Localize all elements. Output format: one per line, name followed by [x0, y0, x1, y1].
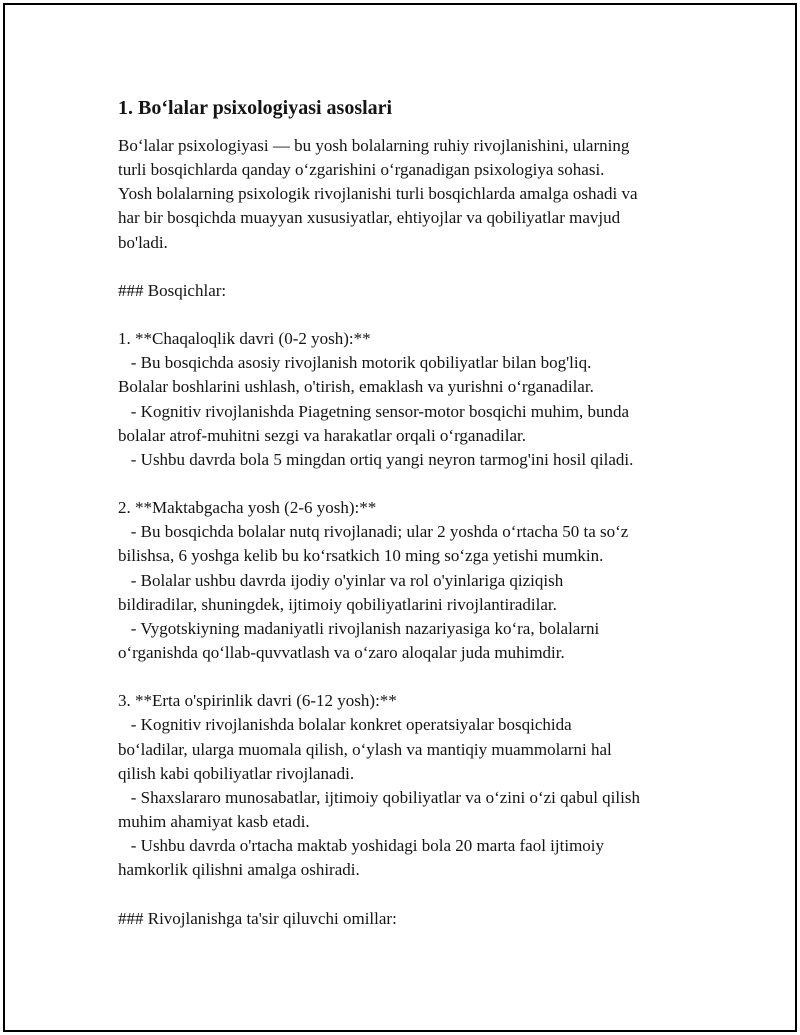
stage-line: hamkorlik qilishni amalga oshiradi.	[118, 860, 360, 880]
stage-line: - Bolalar ushbu davrda ijodiy o'yinlar va rol o'yinlariga qiziqish	[118, 570, 564, 590]
stage-line: o‘rganishda qo‘llab-quvvatlash va o‘zaro aloqalar juda muhimdir.	[118, 642, 565, 662]
stage-line: bolalar atrof-muhitni sezgi va harakatlar orqali o‘rganadilar.	[118, 425, 526, 445]
intro-line: bo'ladi.	[118, 232, 168, 252]
stage-line: muhim ahamiyat kasb etadi.	[118, 811, 310, 831]
intro-line: har bir bosqichda muayyan xususiyatlar, ehtiyojlar va qobiliyatlar mavjud	[118, 208, 621, 228]
intro-line: Bo‘lalar psixologiyasi — bu yosh bolalarning ruhiy rivojlanishini, ularning	[118, 136, 630, 155]
stage-line: - Vygotskiyning madaniyatli rivojlanish nazariyasiga ko‘ra, bolalarni	[118, 618, 600, 638]
stage-line: qilish kabi qobiliyatlar rivojlanadi.	[118, 763, 355, 783]
stage-line: bildiradilar, shuningdek, ijtimoiy qobiliyatlarini rivojlantiradilar.	[118, 594, 557, 614]
stage-line: - Ushbu davrda bola 5 mingdan ortiq yangi neyron tarmog'ini hosil qiladi.	[118, 449, 634, 469]
stage-line: - Bu bosqichda asosiy rivojlanish motorik qobiliyatlar bilan bog'liq.	[118, 353, 592, 373]
stage-title: 3. **Erta o'spirinlik davri (6-12 yosh):**	[118, 691, 397, 711]
stage-line: - Shaxslararo munosabatlar, ijtimoiy qobiliyatlar va o‘zini o‘zi qabul qilish	[118, 787, 640, 807]
stage-line: Bolalar boshlarini ushlash, o'tirish, emaklash va yurishni o‘rganadilar.	[118, 377, 594, 397]
stage-line: - Bu bosqichda bolalar nutq rivojlanadi; ular 2 yoshda o‘rtacha 50 ta so‘z	[118, 522, 629, 542]
section-heading: 1. Bo‘lalar psixologiyasi asoslari	[118, 97, 393, 119]
intro-paragraph	[118, 134, 758, 255]
stage-line: bo‘ladilar, ularga muomala qilish, o‘ylash va mantiqiy muammolarni hal	[118, 739, 612, 759]
stage-title: 1. **Chaqaloqlik davri (0-2 yosh):**	[118, 329, 371, 349]
stage-line: - Kognitiv rivojlanishda bolalar konkret operatsiyalar bosqichida	[118, 715, 572, 735]
stage-line: - Kognitiv rivojlanishda Piagetning sensor-motor bosqichi muhim, bunda	[118, 401, 630, 421]
stage-block-1	[118, 327, 758, 472]
stage-line: - Ushbu davrda o'rtacha maktab yoshidagi bola 20 marta faol ijtimoiy	[118, 836, 605, 856]
intro-line: turli bosqichlarda qanday o‘zgarishini o‘rganadigan psixologiya sohasi.	[118, 160, 605, 180]
stage-line: bilishsa, 6 yoshga kelib bu ko‘rsatkich 10 ming so‘zga yetishi mumkin.	[118, 546, 604, 566]
stage-title: 2. **Maktabgacha yosh (2-6 yosh):**	[118, 498, 377, 518]
intro-line: Yosh bolalarning psixologik rivojlanishi turli bosqichlarda amalga oshadi va	[118, 184, 638, 204]
stage-block-3	[118, 689, 758, 882]
factors-heading: ### Rivojlanishga ta'sir qiluvchi omillar:	[118, 908, 397, 928]
stages-heading: ### Bosqichlar:	[118, 280, 227, 300]
document-body	[118, 94, 758, 931]
stage-block-2	[118, 496, 758, 665]
